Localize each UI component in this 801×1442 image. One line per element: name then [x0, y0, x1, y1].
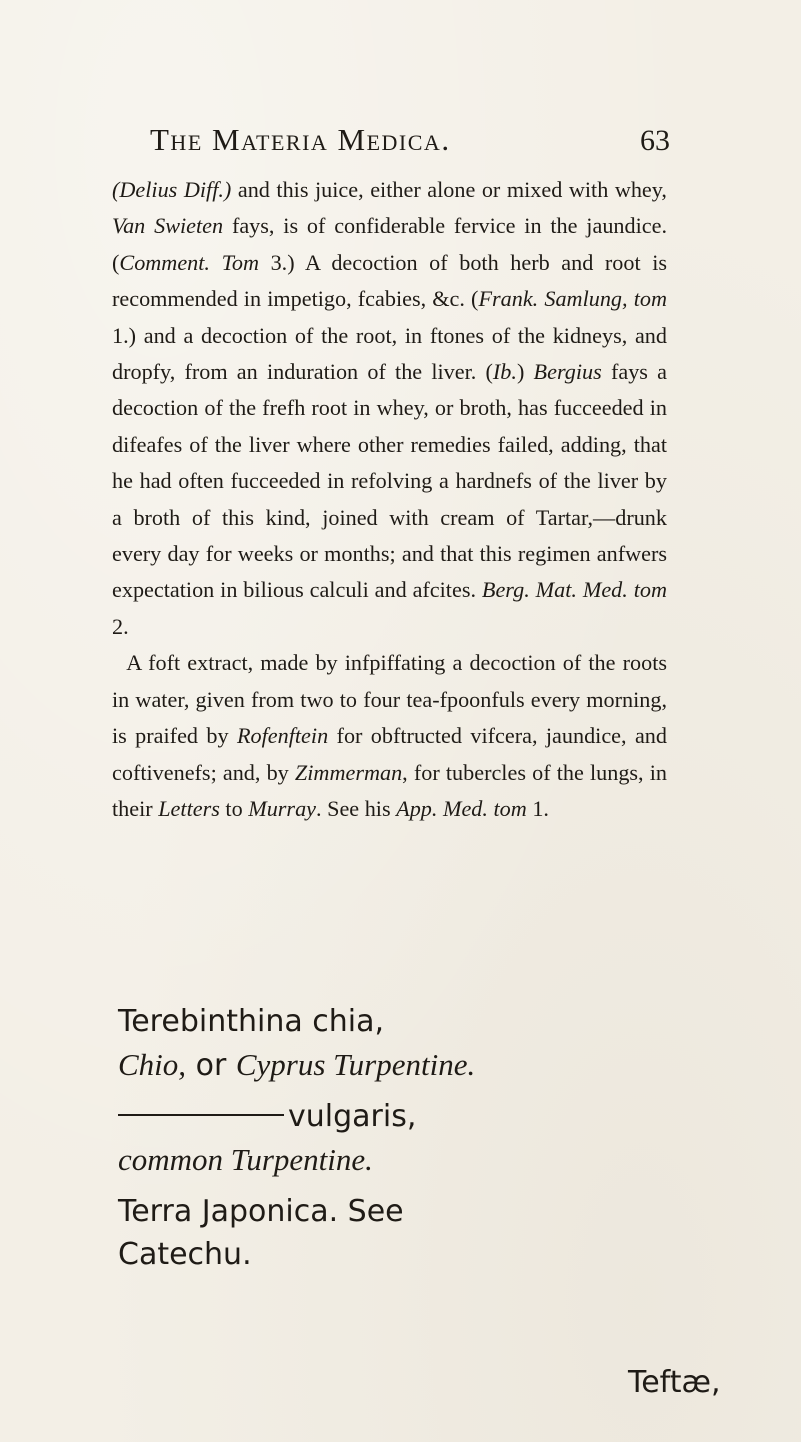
citation: Ib.: [492, 359, 517, 385]
text-run: A foft extract, made by infpiffating a decoction of the roots in water, given from two to four tea-fpoonfuls every morning, is praifed by: [112, 650, 667, 749]
entry-name: Terebinthina chia,: [118, 1004, 385, 1039]
text-run: 2.: [112, 613, 129, 639]
body-text: [112, 172, 667, 827]
entry-synonym: common Turpentine.: [118, 1142, 373, 1177]
citation: Letters: [158, 795, 220, 821]
entry-terebinthina-vulgaris: [118, 1095, 538, 1182]
text-run: for obftructed vifcera, jaundice, and coftivenefs; and, by: [112, 723, 667, 785]
entry-synonym: Chio,: [118, 1047, 187, 1082]
author-name: Bergius: [533, 359, 602, 385]
entry-connector: or: [186, 1048, 236, 1083]
running-head-title: The Materia Medica.: [150, 122, 451, 157]
author-name: Zimmerman: [294, 759, 403, 785]
entry-terebinthina-chia: [118, 1000, 538, 1087]
running-head: [150, 122, 670, 162]
citation: (Delius Diff.): [112, 177, 232, 202]
catchword: Teftæ,: [628, 1365, 721, 1400]
text-run: and this juice, either alone or mixed with whey,: [231, 177, 667, 202]
text-run: to: [219, 795, 249, 821]
paragraph-2: [112, 645, 667, 827]
page-number: 63: [640, 124, 670, 157]
citation: Comment. Tom: [119, 249, 259, 275]
text-run: 1.: [526, 795, 549, 821]
entry-synonym: Cyprus Turpentine.: [235, 1047, 476, 1082]
text-run: fays, is of confiderable fervice in the jaundice. (: [112, 213, 668, 275]
text-run: 1.) and a decoction of the root, in ftones of the kidneys, and dropfy, from an induration of the liver. (: [112, 322, 667, 385]
text-run: , for tubercles of the lungs, in their: [112, 759, 667, 821]
citation: Frank. Samlung, tom: [478, 286, 667, 312]
text-run: ): [516, 359, 534, 385]
text-run: fays a decoction of the frefh root in whey, or broth, has fucceeded in difeafes of the liver where other remedies failed, adding, that he had often fucceeded in refolving a hardnefs of the liver by a broth of this kind, joined with cream of Tartar,—drunk every day for weeks or months; and that this regimen anfwers expectation in bilious calculi and afcites.: [112, 359, 667, 603]
text-run: 3.) A decoction of both herb and root is recommended in impetigo, fcabies, &c. (: [112, 249, 667, 312]
entry-name: Terra Japonica. See Catechu.: [118, 1194, 404, 1272]
citation: Berg. Mat. Med. tom: [481, 577, 667, 603]
ditto-dash: [118, 1114, 284, 1116]
author-name: Rofenftein: [236, 723, 329, 749]
entry-terra-japonica: [118, 1190, 538, 1276]
entry-name: vulgaris,: [288, 1099, 417, 1134]
index-entries: [118, 1000, 538, 1276]
citation: App. Med. tom: [396, 795, 527, 821]
paragraph-1: [112, 172, 667, 645]
author-name: Van Swieten: [112, 213, 224, 239]
text-run: . See his: [316, 795, 397, 821]
author-name: Murray: [248, 795, 317, 821]
